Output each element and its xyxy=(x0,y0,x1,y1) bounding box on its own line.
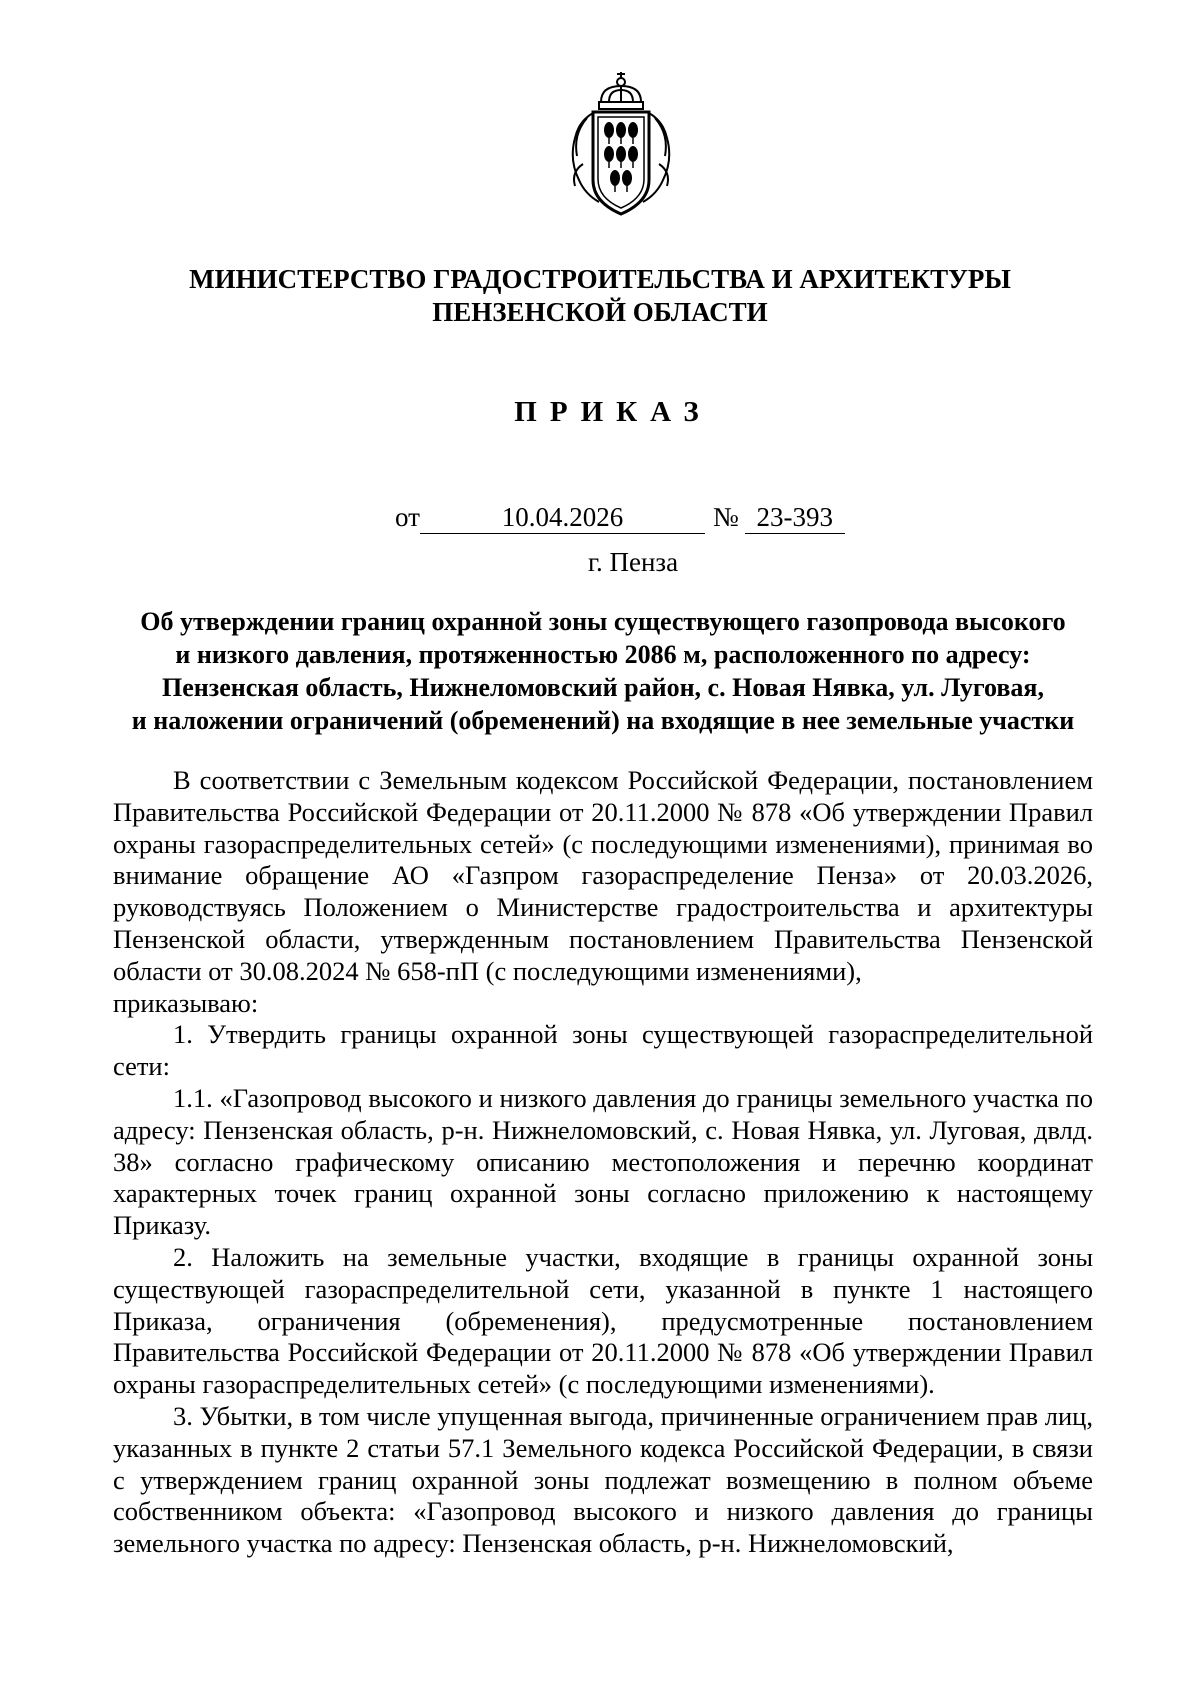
date-label: от xyxy=(395,502,420,532)
item-paragraph-1: 1. Утвердить границы охранной зоны существующей газораспределительной сети: xyxy=(113,1019,1093,1082)
subject-line-1: Об утверждении границ охранной зоны существующего газопровода высокого xyxy=(140,607,1066,636)
subject-line-4: и наложении ограничений (обременений) на входящие в нее земельные участки xyxy=(131,706,1075,735)
order-title: ПРИКАЗ xyxy=(514,396,712,428)
item-paragraph-3: 3. Убытки, в том числе упущенная выгода, причиненные ограничением прав лиц, указанных в пункте 2 статьи 57.1 Земельного кодекса Российской Федерации, в связи с утверждением границ охранной зоны подлежат возмещению в полном объеме собственником объекта: «Газопровод высокого и низкого давления до границы земельного участка по адресу: Пензенская область, р-н. Нижнеломовский, xyxy=(113,1400,1093,1559)
subject-line-2: и низкого давления, протяженностью 2086 м, расположенного по адресу: xyxy=(175,640,1031,669)
order-number: 23-393 xyxy=(745,501,845,534)
date-number-row xyxy=(395,500,845,536)
subject-line-3: Пензенская область, Нижнеломовский район, с. Новая Нявка, ул. Луговая, xyxy=(162,673,1044,702)
ministry-line-1: МИНИСТЕРСТВО ГРАДОСТРОИТЕЛЬСТВА И АРХИТЕКТУРЫ xyxy=(189,264,1011,294)
coat-of-arms-icon xyxy=(565,68,677,220)
number-label: № xyxy=(712,502,739,532)
item-paragraph-1-1: 1.1. «Газопровод высокого и низкого давления до границы земельного участка по адресу: Пензенская область, р-н. Нижнеломовский, с. Новая Нявка, ул. Луговая, двлд. 38» согласно графическому описанию местоположения и перечню координат характерных точек границ охранной зоны согласно приложению к настоящему Приказу. xyxy=(113,1082,1093,1241)
ministry-name xyxy=(0,263,1200,329)
ministry-line-2: ПЕНЗЕНСКОЙ ОБЛАСТИ xyxy=(432,297,768,327)
preamble-paragraph: В соответствии с Земельным кодексом Российской Федерации, постановлением Правительства Российской Федерации от 20.11.2000 № 878 «Об утверждении Правил охраны газораспределительных сетей» (с последующими изменениями), принимая во внимание обращение АО «Газпром газораспределение Пенза» от 20.03.2026, руководствуясь Положением о Министерстве градостроительства и архитектуры Пензенской области, утвержденным постановлением Правительства Пензенской области от 30.08.2024 № 658-пП (с последующими изменениями), xyxy=(113,765,1093,986)
order-subject xyxy=(113,605,1093,737)
order-word: приказываю: xyxy=(113,987,259,1018)
item-paragraph-2: 2. Наложить на земельные участки, входящие в границы охранной зоны существующей газораспределительной сети, указанной в пункте 1 настоящего Приказа, ограничения (обременения), предусмотренные постановлением Правительства Российской Федерации от 20.11.2000 № 878 «Об утверждении Правил охраны газораспределительных сетей» (с последующими изменениями). xyxy=(113,1241,1093,1400)
order-date: 10.04.2026 xyxy=(420,501,705,534)
order-body xyxy=(113,765,1093,1560)
city: г. Пенза xyxy=(587,547,679,577)
